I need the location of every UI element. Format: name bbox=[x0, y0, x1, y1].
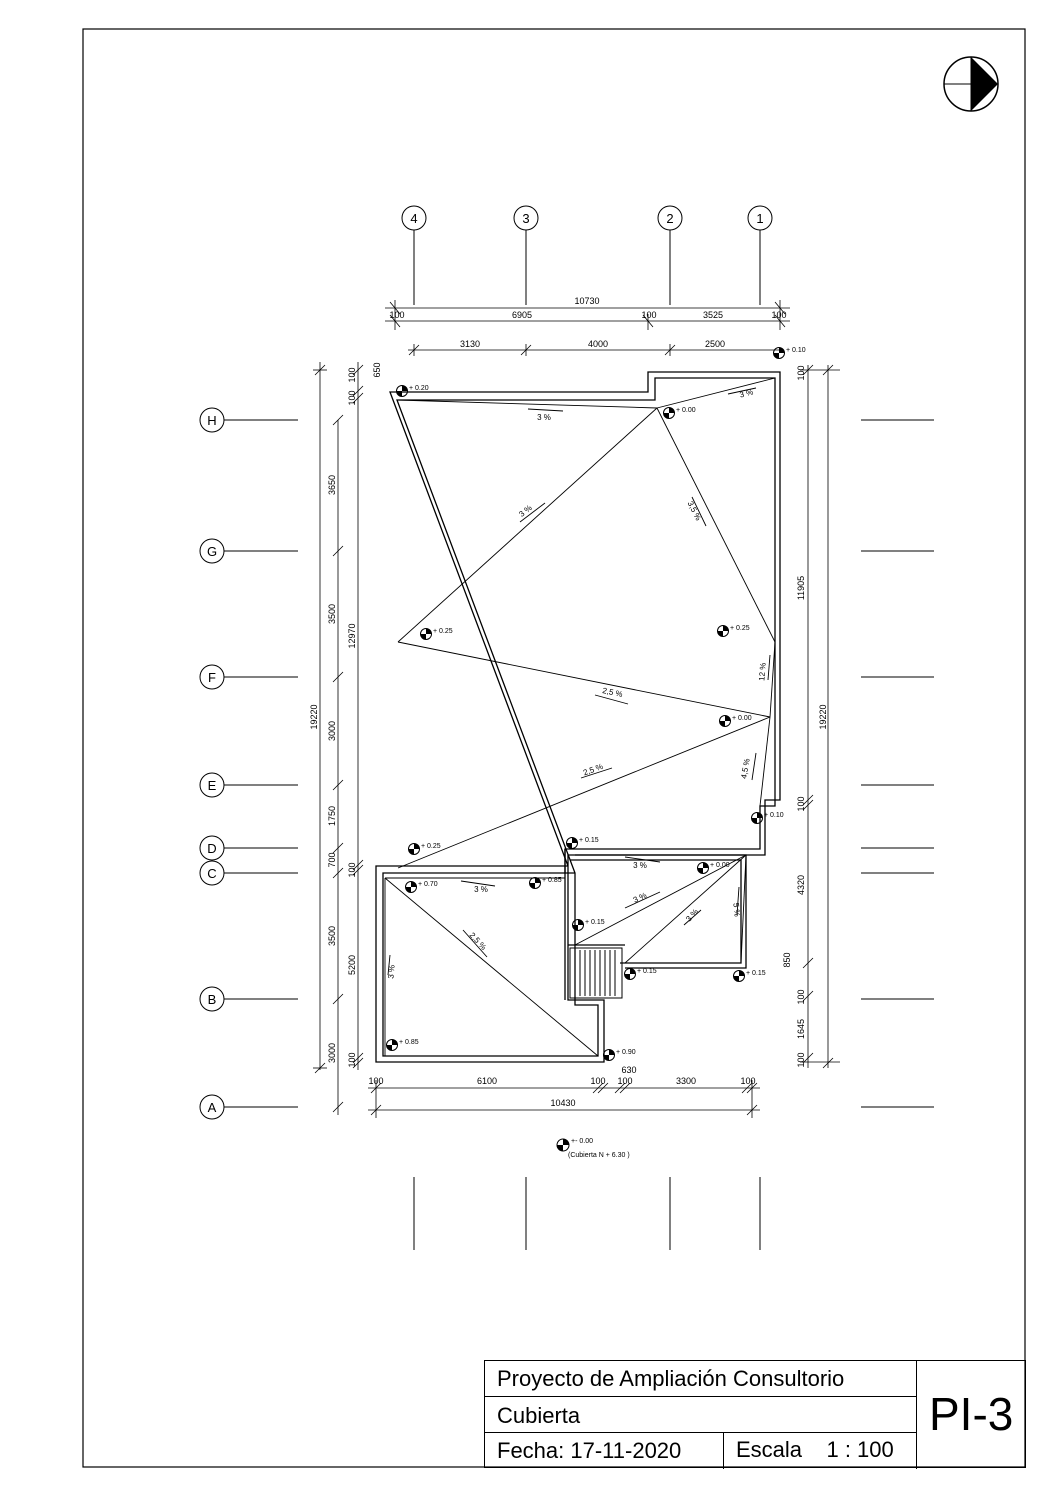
dimension-label: 100 bbox=[796, 796, 806, 812]
level-marker-icon bbox=[387, 1040, 398, 1051]
level-marker-icon bbox=[557, 1139, 569, 1151]
dimension-label: 3500 bbox=[327, 603, 337, 625]
dimension-label: 100 bbox=[796, 365, 806, 381]
slope-label: 5 % bbox=[731, 902, 742, 918]
level-label: + 0.15 bbox=[585, 919, 605, 926]
dimension-label: 3000 bbox=[327, 720, 337, 742]
slope-label: 3 % bbox=[517, 503, 534, 519]
dimension-label: 100 bbox=[389, 310, 405, 320]
reference-level-label: +- 0.00 bbox=[571, 1138, 593, 1145]
level-label: + 0.00 bbox=[676, 407, 696, 414]
dimension-label: 3525 bbox=[702, 310, 724, 320]
slope-label: 3 % bbox=[684, 907, 701, 924]
dimension-label: 4000 bbox=[587, 339, 609, 349]
dimension-label: 100 bbox=[771, 310, 787, 320]
level-marker-icon bbox=[718, 626, 729, 637]
level-marker-icon bbox=[774, 348, 785, 359]
dimension-label: 100 bbox=[347, 367, 357, 383]
level-marker-icon bbox=[604, 1050, 615, 1061]
dimension-label: 3300 bbox=[675, 1076, 697, 1086]
grid-row-label: F bbox=[208, 670, 216, 685]
grid-row-label: G bbox=[206, 544, 218, 559]
level-marker-icon bbox=[406, 882, 417, 893]
slope-label: 2,5 % bbox=[581, 761, 605, 778]
level-marker-icon bbox=[409, 844, 420, 855]
level-marker-icon bbox=[734, 971, 745, 982]
dimension-label: 2500 bbox=[704, 339, 726, 349]
level-label: + 0.90 bbox=[616, 1049, 636, 1056]
slope-label: 4,5 % bbox=[739, 757, 752, 780]
slope-label: 3 % bbox=[474, 885, 488, 894]
dimension-label: 10430 bbox=[550, 1098, 576, 1108]
dimension-label: 19220 bbox=[309, 704, 319, 730]
dimension-label: 100 bbox=[641, 310, 657, 320]
reference-level-note: (Cubierta N + 6.30 ) bbox=[568, 1152, 630, 1159]
dimension-label: 650 bbox=[372, 362, 382, 378]
dimension-lines bbox=[313, 300, 840, 1118]
slope-label: 2,5 % bbox=[601, 686, 624, 700]
grid-row-axes bbox=[200, 408, 934, 1119]
level-markers bbox=[387, 347, 806, 1061]
level-label: + 0.10 bbox=[764, 812, 784, 819]
level-label: + 0.15 bbox=[579, 837, 599, 844]
dimension-label: 850 bbox=[782, 952, 792, 968]
level-marker-icon bbox=[720, 716, 731, 727]
level-label: + 0.00 bbox=[710, 862, 730, 869]
grid-row-label: B bbox=[207, 992, 217, 1007]
dimension-label: 5200 bbox=[347, 954, 357, 976]
dimension-label: 700 bbox=[327, 852, 337, 868]
sheet-title: Cubierta bbox=[485, 1397, 917, 1433]
level-label: + 0.25 bbox=[433, 628, 453, 635]
dimension-label: 3650 bbox=[327, 474, 337, 496]
level-marker-icon bbox=[421, 629, 432, 640]
grid-row-label: D bbox=[207, 841, 217, 856]
dimension-label: 100 bbox=[796, 989, 806, 1005]
dimension-label: 3130 bbox=[459, 339, 481, 349]
grid-column-label: 3 bbox=[522, 211, 530, 226]
title-block bbox=[484, 1360, 1026, 1468]
slope-label: 3 % bbox=[537, 413, 551, 422]
dimension-label: 6100 bbox=[476, 1076, 498, 1086]
level-marker-icon bbox=[625, 969, 636, 980]
dimension-label: 6905 bbox=[511, 310, 533, 320]
dimension-label: 3000 bbox=[327, 1042, 337, 1064]
dimension-label: 100 bbox=[740, 1076, 756, 1086]
dimension-label: 19220 bbox=[818, 704, 828, 730]
level-label: + 0.85 bbox=[399, 1039, 419, 1046]
dimension-label: 100 bbox=[347, 1052, 357, 1068]
grid-column-label: 2 bbox=[666, 211, 674, 226]
dimension-label: 12970 bbox=[347, 623, 357, 649]
level-label: + 0.25 bbox=[421, 843, 441, 850]
grid-column-label: 1 bbox=[756, 211, 764, 226]
slope-label: 3 % bbox=[633, 861, 647, 870]
north-arrow-icon bbox=[944, 57, 998, 111]
level-marker-icon bbox=[530, 878, 541, 889]
level-marker-icon bbox=[752, 813, 763, 824]
level-label: + 0.25 bbox=[730, 625, 750, 632]
dimension-label: 4320 bbox=[796, 874, 806, 896]
sheet-number: PI-3 bbox=[929, 1388, 1014, 1440]
level-marker-icon bbox=[397, 386, 408, 397]
slope-label: 3,5 % bbox=[685, 499, 703, 523]
slope-label: 3 % bbox=[631, 890, 649, 905]
level-label: + 0.15 bbox=[746, 970, 766, 977]
slope-label: 12 % bbox=[757, 662, 768, 682]
slope-arrows bbox=[388, 388, 770, 975]
dimension-label: 100 bbox=[796, 1052, 806, 1068]
stair-hatch bbox=[570, 948, 622, 998]
dimension-label: 100 bbox=[347, 862, 357, 878]
level-marker-icon bbox=[567, 838, 578, 849]
drawing-scale: Escala 1 : 100 bbox=[724, 1433, 917, 1469]
grid-row-label: C bbox=[207, 866, 217, 881]
dimension-label: 3500 bbox=[327, 925, 337, 947]
level-label: + 0.20 bbox=[409, 385, 429, 392]
level-marker-icon bbox=[664, 408, 675, 419]
drawing-date: Fecha: 17-11-2020 bbox=[485, 1433, 724, 1469]
roof-outline bbox=[376, 372, 780, 1062]
sheet-border bbox=[83, 29, 1025, 1467]
dimension-label: 100 bbox=[368, 1076, 384, 1086]
level-label: + 0.00 bbox=[732, 715, 752, 722]
level-label: + 0.15 bbox=[637, 968, 657, 975]
grid-column-axes bbox=[402, 206, 772, 1250]
grid-column-label: 4 bbox=[410, 211, 418, 226]
level-label: + 0.70 bbox=[418, 881, 438, 888]
level-marker-icon bbox=[573, 920, 584, 931]
level-label: + 0.10 bbox=[786, 347, 806, 354]
grid-row-label: H bbox=[207, 413, 217, 428]
dimension-label: 100 bbox=[347, 390, 357, 406]
slope-label: 3 % bbox=[386, 964, 397, 980]
dimension-label: 100 bbox=[617, 1076, 633, 1086]
dimension-label: 100 bbox=[590, 1076, 606, 1086]
dimension-label: 1645 bbox=[796, 1018, 806, 1040]
level-marker-icon bbox=[698, 863, 709, 874]
grid-row-label: E bbox=[207, 778, 217, 793]
level-label: + 0.85 bbox=[542, 877, 562, 884]
dimension-label: 630 bbox=[621, 1065, 637, 1075]
project-title: Proyecto de Ampliación Consultorio bbox=[485, 1361, 917, 1397]
slope-label: 3 % bbox=[738, 387, 755, 400]
grid-row-label: A bbox=[207, 1100, 217, 1115]
dimension-label: 1750 bbox=[327, 805, 337, 827]
slope-label: 2,5 % bbox=[467, 930, 489, 952]
dimension-label: 11905 bbox=[796, 575, 806, 601]
dimension-label: 10730 bbox=[574, 296, 600, 306]
